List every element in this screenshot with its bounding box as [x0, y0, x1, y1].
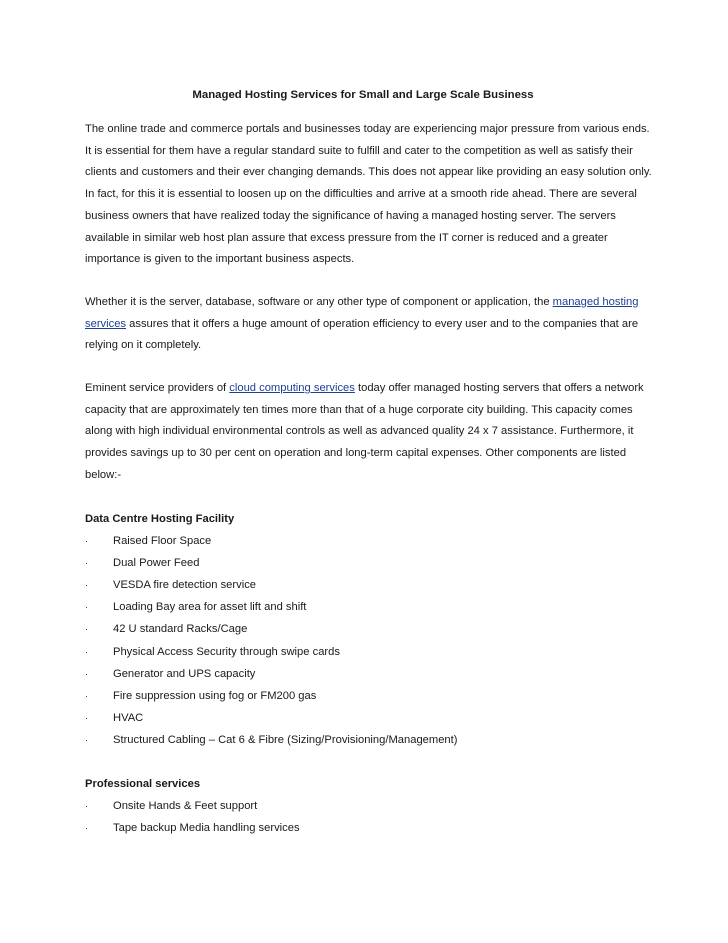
- cloud-computing-services-link[interactable]: cloud computing services: [229, 382, 355, 395]
- list-item: [85, 618, 641, 640]
- paragraph-line: below:-: [85, 468, 122, 481]
- paragraph-line: [85, 314, 641, 336]
- bullet-icon: ·: [85, 735, 88, 746]
- paragraph-intro: [85, 119, 652, 271]
- bullet-icon: ·: [85, 800, 88, 811]
- text-run: today offer managed hosting servers that offers a network: [354, 382, 644, 395]
- list-item-text: VESDA fire detection service: [113, 578, 257, 591]
- text-run: Eminent service providers of: [85, 382, 230, 395]
- list-item: [85, 552, 641, 574]
- paragraph-cloud-computing: [85, 378, 644, 487]
- list-item-text: Generator and UPS capacity: [113, 667, 256, 680]
- paragraph-line: [85, 292, 641, 314]
- list-item-text: Loading Bay area for asset lift and shift: [113, 601, 307, 614]
- list-item-text: Tape backup Media handling services: [113, 821, 300, 834]
- paragraph-line: along with high individual environmental controls as well as advanced quality 24 x 7 assistance. Furthermore, it: [85, 425, 634, 438]
- bullet-icon: ·: [85, 713, 88, 724]
- professional-services-list: [85, 795, 641, 839]
- bullet-icon: ·: [85, 690, 88, 701]
- list-item: [85, 685, 641, 707]
- bullet-icon: ·: [85, 557, 88, 568]
- text-run: assures that it offers a huge amount of operation efficiency to every user and to the companies that are: [126, 317, 639, 330]
- list-item-text: Physical Access Security through swipe cards: [113, 645, 340, 658]
- paragraph-line: The online trade and commerce portals and businesses today are experiencing major pressure from various ends.: [85, 123, 650, 135]
- bullet-icon: ·: [85, 624, 88, 635]
- paragraph-managed-hosting: [85, 292, 641, 357]
- bullet-icon: ·: [85, 535, 88, 546]
- section-heading-professional-services: Professional services: [85, 777, 201, 790]
- list-item: [85, 663, 641, 685]
- managed-hosting-services-link-continued[interactable]: services: [85, 317, 127, 330]
- list-item: [85, 707, 641, 729]
- bullet-icon: ·: [85, 822, 88, 833]
- paragraph-line: business owners that have realized today the significance of having a managed hosting server. The servers: [85, 209, 616, 222]
- list-item-text: Raised Floor Space: [113, 534, 212, 547]
- paragraph-line: provides savings up to 30 per cent on operation and long-term capital expenses. Other components are listed: [85, 447, 627, 460]
- section-heading-data-centre: Data Centre Hosting Facility: [85, 512, 235, 525]
- list-item-text: Structured Cabling – Cat 6 & Fibre (Sizing/Provisioning/Management): [113, 734, 458, 747]
- list-item: [85, 596, 641, 618]
- bullet-icon: ·: [85, 602, 88, 613]
- list-item-text: Fire suppression using fog or FM200 gas: [113, 689, 317, 702]
- list-item-text: Dual Power Feed: [113, 556, 200, 569]
- list-item: [85, 817, 641, 839]
- text-run: Whether it is the server, database, software or any other type of component or application, the: [85, 295, 553, 308]
- managed-hosting-services-link[interactable]: managed hosting: [552, 295, 639, 308]
- list-item-text: 42 U standard Racks/Cage: [113, 623, 248, 636]
- list-item-text: Onsite Hands & Feet support: [113, 799, 258, 812]
- list-item: [85, 795, 641, 817]
- paragraph-line: [85, 378, 644, 400]
- data-centre-facility-list: [85, 530, 641, 752]
- paragraph-line: In fact, for this it is essential to loosen up on the difficulties and arrive at a smooth ride ahead. There are several: [85, 188, 637, 201]
- document-title: Managed Hosting Services for Small and Large Scale Business: [192, 89, 534, 101]
- document-page: [85, 84, 652, 860]
- list-item: [85, 729, 641, 751]
- paragraph-line: importance is given to the important business aspects.: [85, 253, 355, 266]
- list-item-text: HVAC: [113, 712, 144, 725]
- paragraph-line: relying on it completely.: [85, 339, 202, 352]
- list-item: [85, 641, 641, 663]
- paragraph-line: It is essential for them have a regular standard suite to fulfill and cater to the competition as well as satisfy their: [85, 144, 633, 157]
- paragraph-line: clients and customers and their ever changing demands. This does not appear like providing an easy solution only.: [85, 166, 652, 179]
- bullet-icon: ·: [85, 646, 88, 657]
- list-item: [85, 530, 641, 552]
- bullet-icon: ·: [85, 668, 88, 679]
- paragraph-line: available in similar web host plan assure that excess pressure from the IT corner is reduced and a greater: [85, 231, 608, 244]
- paragraph-line: capacity that are approximately ten times more than that of a huge corporate city building. This capacity comes: [85, 403, 633, 416]
- list-item: [85, 574, 641, 596]
- bullet-icon: ·: [85, 579, 88, 590]
